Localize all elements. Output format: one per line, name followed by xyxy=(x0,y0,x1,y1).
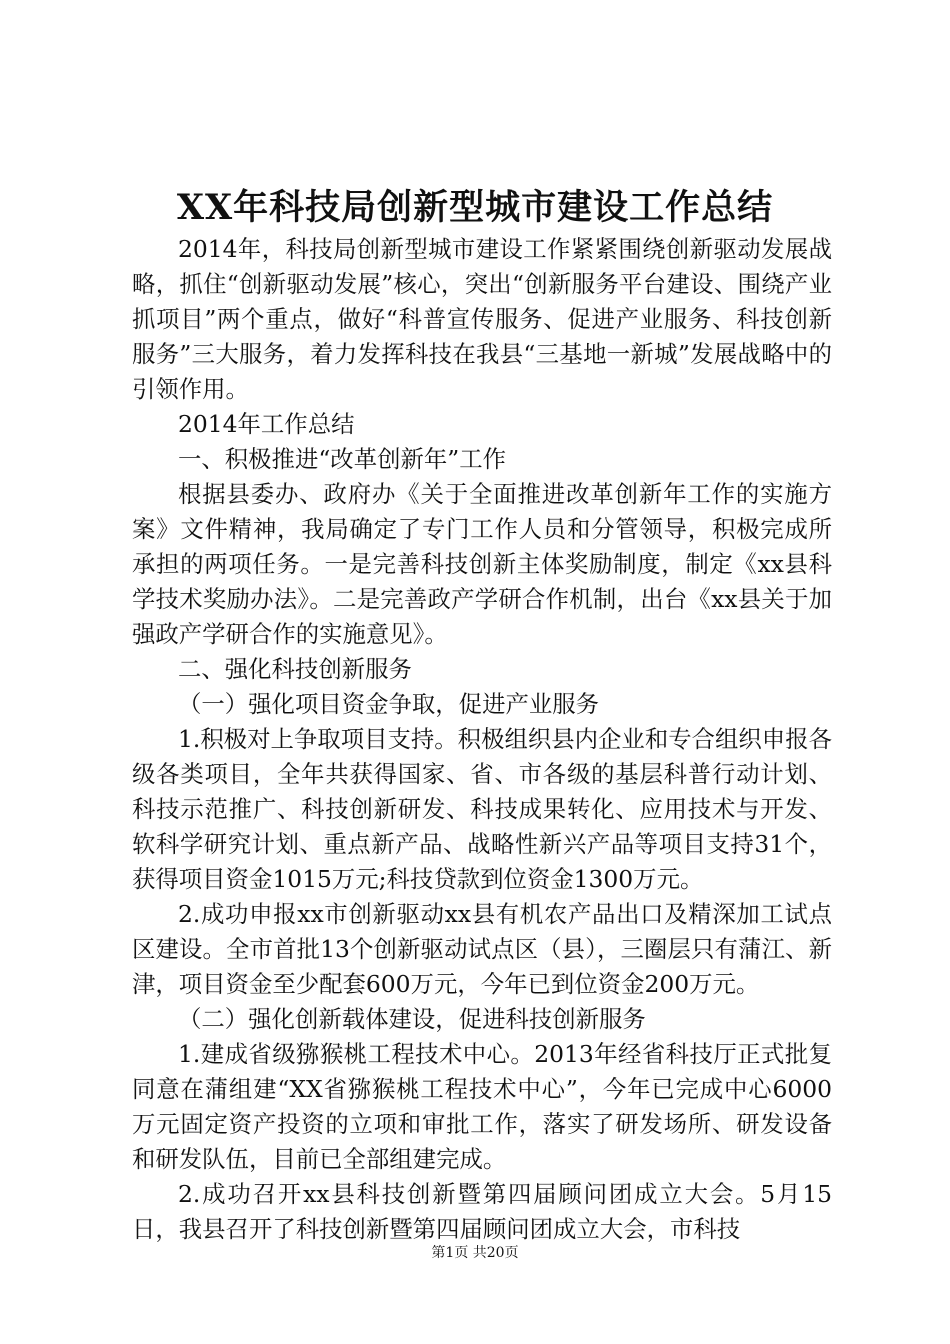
document-title: XX年科技局创新型城市建设工作总结 xyxy=(176,187,774,228)
section-heading: 一、积极推进“改革创新年”工作 xyxy=(178,445,506,473)
paragraph: 1.建成省级猕猴桃工程技术中心。2013年经省科技厅正式批复同意在蒲组建“XX省猕猴桃工程技术中心”，今年已完成中心6000万元固定资产投资的立项和审批工作，落实了研发场所、研发设备和研发队伍，目前已全部组建完成。 xyxy=(132,1040,832,1173)
paragraph: 2.成功召开xx县科技创新暨第四届顾问团成立大会。5月15日，我县召开了科技创新暨第四届顾问团成立大会，市科技 xyxy=(132,1180,832,1243)
section-label: 2014年工作总结 xyxy=(178,410,355,438)
section-heading: 二、强化科技创新服务 xyxy=(178,655,412,683)
paragraph: 根据县委办、政府办《关于全面推进改革创新年工作的实施方案》文件精神，我局确定了专门工作人员和分管领导，积极完成所承担的两项任务。一是完善科技创新主体奖励制度，制定《xx县科学技术奖励办法》。二是完善政产学研合作机制，出台《xx县关于加强政产学研合作的实施意见》。 xyxy=(132,480,832,648)
document-body xyxy=(132,232,832,1247)
paragraph: 2.成功申报xx市创新驱动xx县有机农产品出口及精深加工试点区建设。全市首批13个创新驱动试点区（县），三圈层只有蒲江、新津，项目资金至少配套600万元，今年已到位资金200万元。 xyxy=(132,900,832,998)
subsection-heading: （一）强化项目资金争取，促进产业服务 xyxy=(178,690,600,718)
paragraph: 1.积极对上争取项目支持。积极组织县内企业和专合组织申报各级各类项目，全年共获得国家、省、市各级的基层科普行动计划、科技示范推广、科技创新研发、科技成果转化、应用技术与开发、软科学研究计划、重点新产品、战略性新兴产品等项目支持31个，获得项目资金1015万元;科技贷款到位资金1300万元。 xyxy=(132,725,832,893)
subsection-heading: （二）强化创新载体建设，促进科技创新服务 xyxy=(178,1005,646,1033)
paragraph: 2014年，科技局创新型城市建设工作紧紧围绕创新驱动发展战略，抓住“创新驱动发展”核心，突出“创新服务平台建设、围绕产业抓项目”两个重点，做好“科普宣传服务、促进产业服务、科技创新服务”三大服务，着力发挥科技在我县“三基地一新城”发展战略中的引领作用。 xyxy=(132,235,832,403)
page-number-footer: 第1页 共20页 xyxy=(431,1245,519,1261)
